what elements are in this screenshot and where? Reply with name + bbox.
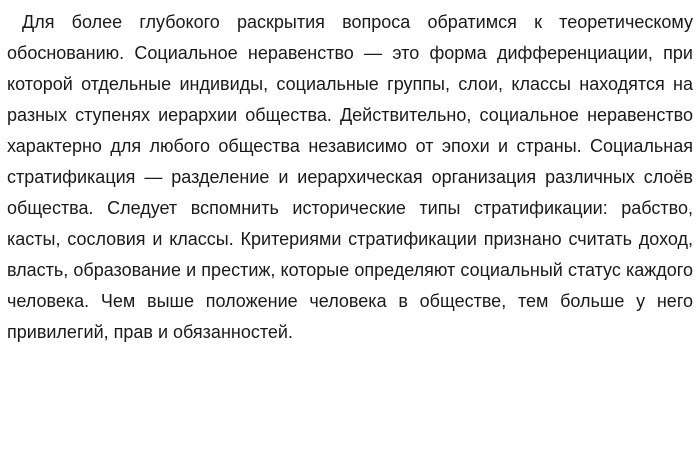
body-paragraph: Для более глубокого раскрытия вопроса обратимся к теоретическому обоснованию. Социальное неравенство — это форма дифференциации, при которой отдельные индивиды, социальные группы, слои, классы находятся на разных ступенях иерархии общества. Действительно, социальное неравенство характерно для любого общества независимо от эпохи и страны. Социальная стратификация — разделение и иерархическая организация различных слоёв общества. Следует вспомнить исторические типы стратификации: рабство, касты, сословия и классы. Критериями стратификации признано считать доход, власть, образование и престиж, которые определяют социальный статус каждого человека. Чем выше положение человека в обществе, тем больше у него привилегий, прав и обязанностей.: [7, 12, 693, 342]
document-page: [7, 7, 693, 348]
